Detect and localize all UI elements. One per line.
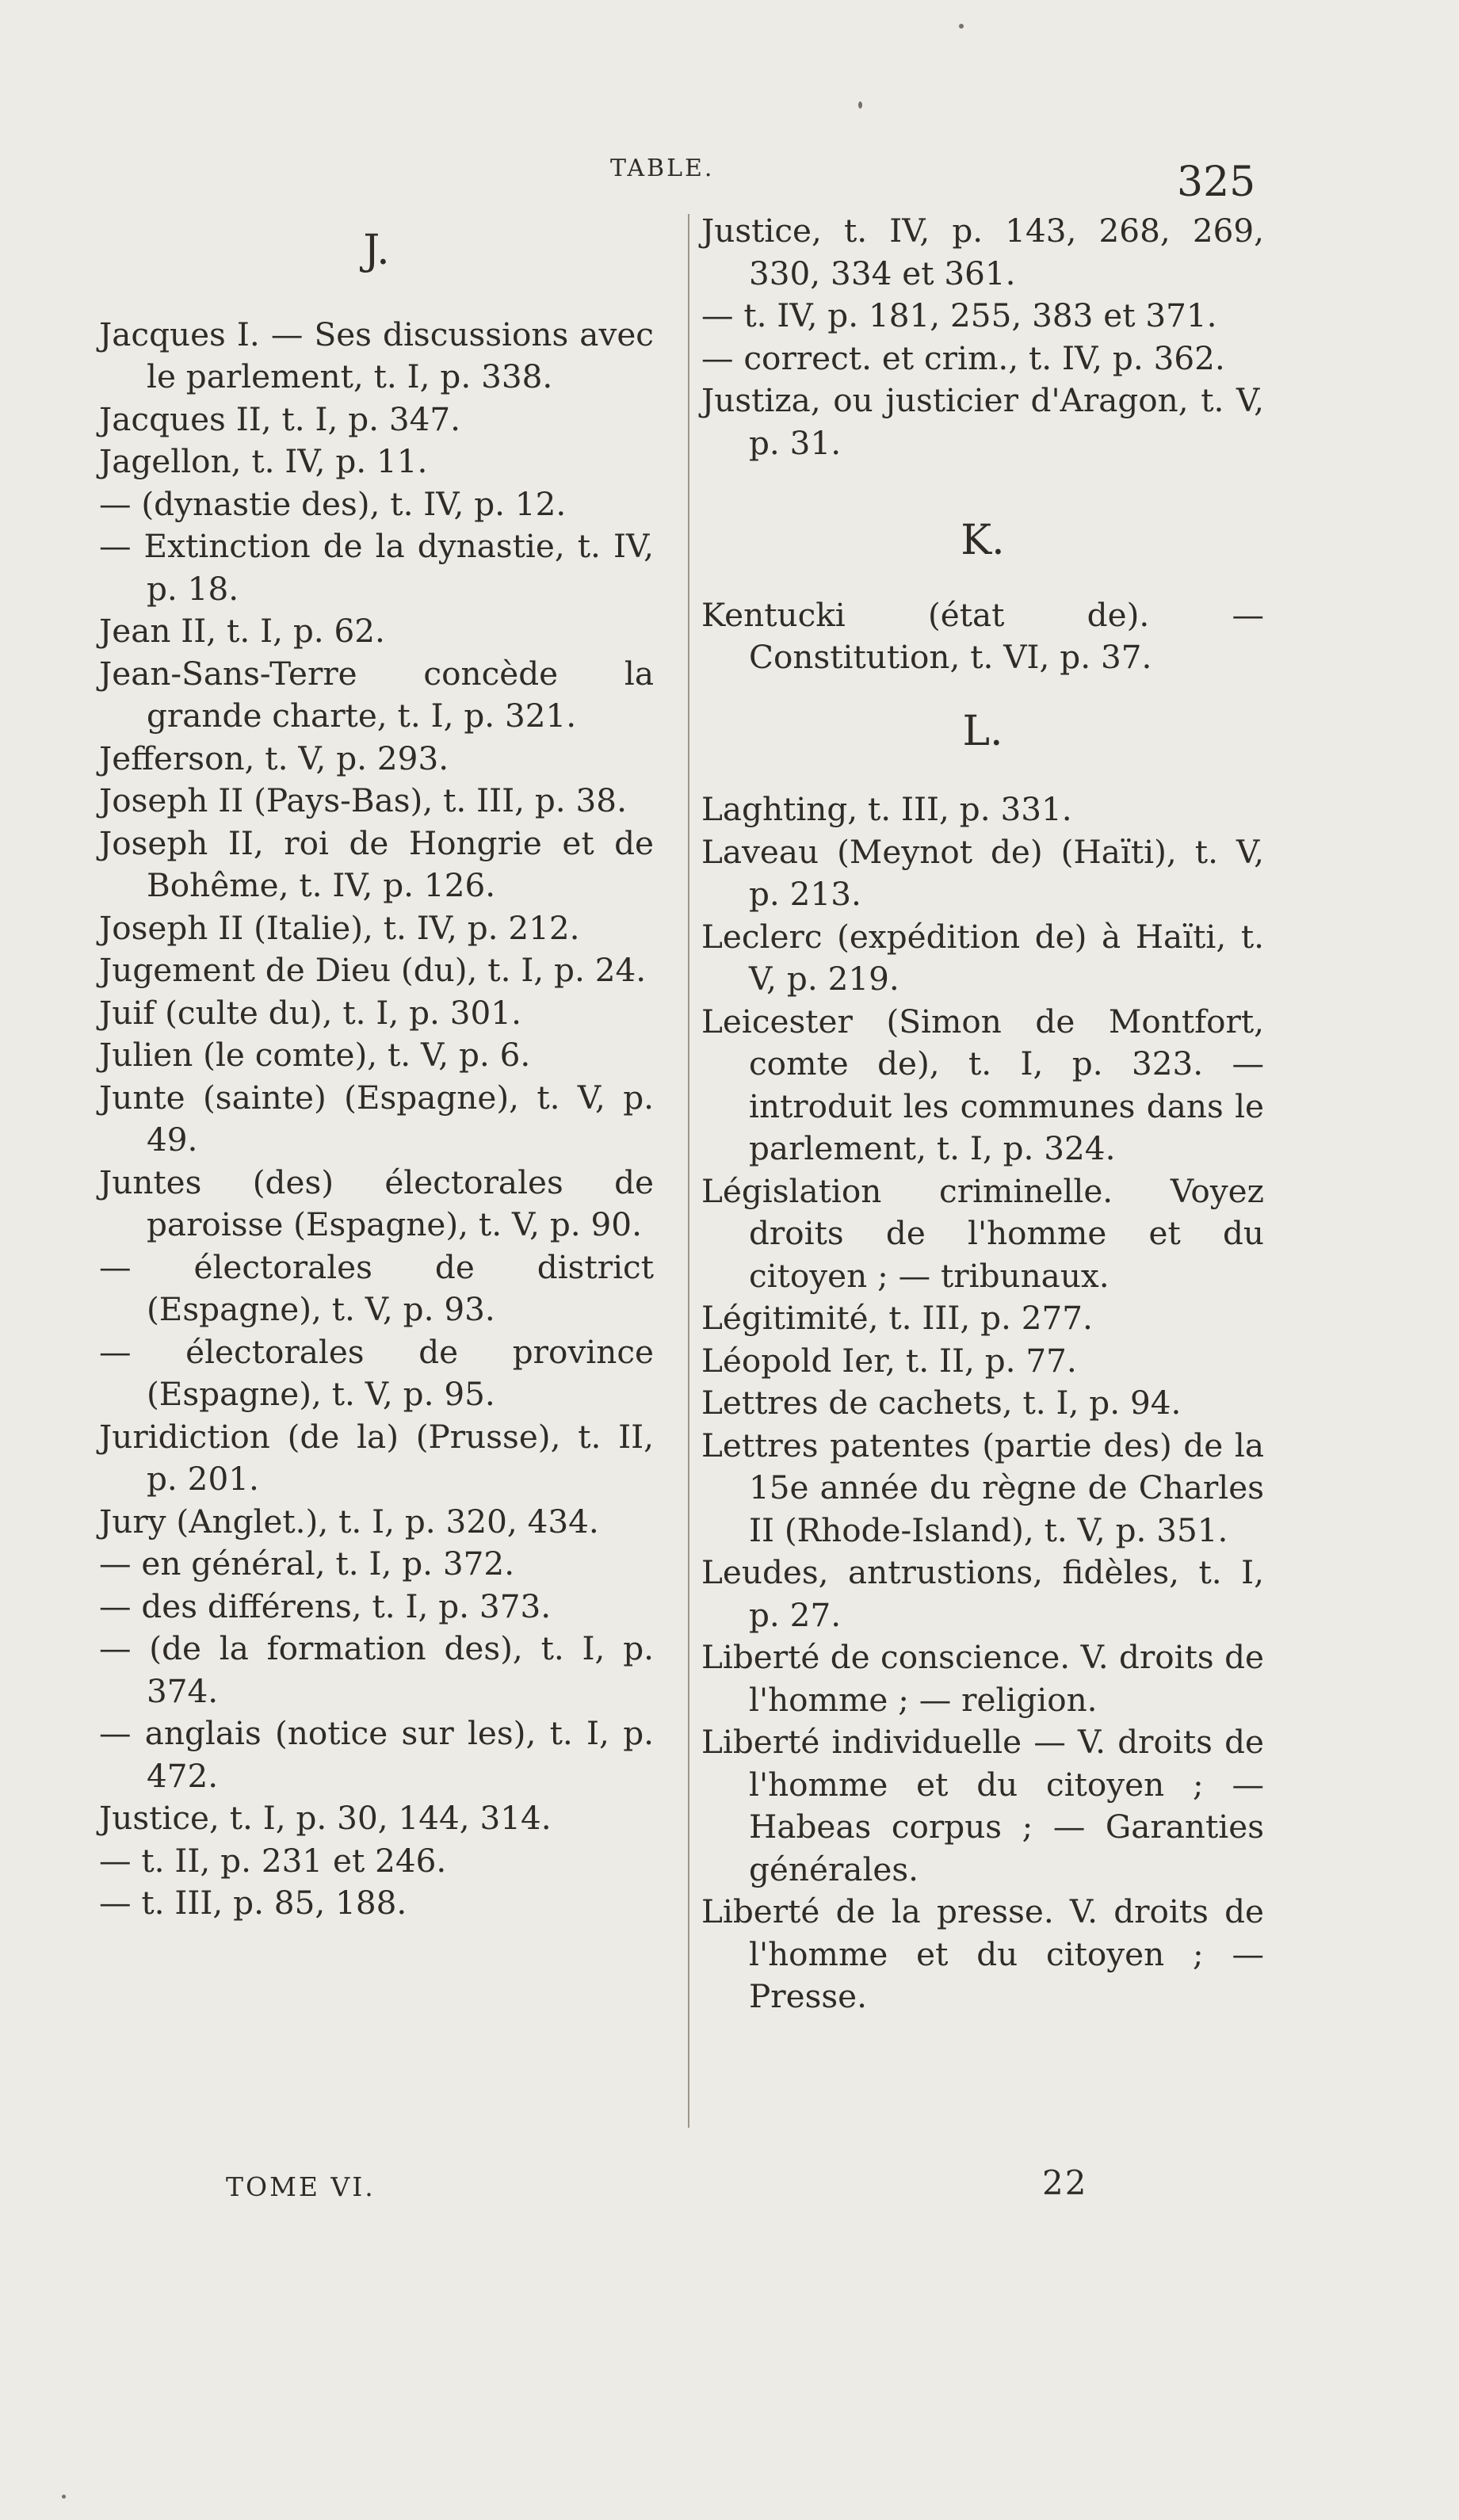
ink-speck: [959, 24, 964, 29]
index-entry: Justiza, ou justicier d'Aragon, t. V, p. 31.: [701, 381, 1264, 462]
column-divider: [688, 214, 689, 2128]
index-entry: Législation criminelle. Voyez droits de l'homme et du citoyen ; — tribunaux.: [701, 1171, 1264, 1295]
index-entry: Jean-Sans-Terre concède la grande charte, t. I, p. 321.: [99, 654, 654, 735]
index-entry: Légitimité, t. III, p. 277.: [701, 1299, 1093, 1337]
index-entry: Leclerc (expédition de) à Haïti, t. V, p. 219.: [701, 917, 1264, 998]
index-entry: Joseph II, roi de Hongrie et de Bohême, t. IV, p. 126.: [99, 823, 654, 904]
index-entry: Jacques I. — Ses discussions avec le parlement, t. I, p. 338.: [99, 315, 654, 395]
index-entry: — en général, t. I, p. 372.: [99, 1544, 515, 1583]
index-entry: — (de la formation des), t. I, p. 374.: [99, 1629, 654, 1710]
index-entry: — anglais (notice sur les), t. I, p. 472.: [99, 1714, 654, 1795]
index-entry: Justice, t. I, p. 30, 144, 314.: [99, 1799, 552, 1837]
index-entry: Jugement de Dieu (du), t. I, p. 24.: [99, 951, 647, 989]
section-letter-k: K.: [961, 517, 1005, 564]
index-entry: — (dynastie des), t. IV, p. 12.: [99, 484, 567, 523]
index-entry: — Extinction de la dynastie, t. IV, p. 18.: [99, 527, 654, 608]
index-entry: Junte (sainte) (Espagne), t. V, p. 49.: [99, 1078, 654, 1159]
index-column-left: [99, 210, 654, 1925]
index-entry: — électorales de province (Espagne), t. V, p. 95.: [99, 1332, 654, 1413]
section-letter-l: L.: [962, 707, 1003, 755]
index-entry: Kentucki (état de). — Constitution, t. VI, p. 37.: [701, 595, 1264, 676]
index-entry: — t. IV, p. 181, 255, 383 et 371.: [701, 296, 1217, 334]
index-entry: Jefferson, t. V, p. 293.: [99, 739, 449, 777]
entry-list-j-continued: [701, 210, 1264, 464]
ink-speck: [62, 2495, 66, 2499]
index-entry: Liberté individuelle — V. droits de l'homme et du citoyen ; — Habeas corpus ; — Garanties générales.: [701, 1723, 1264, 1888]
volume-label: TOME VI.: [226, 2171, 376, 2202]
index-entry: Jean II, t. I, p. 62.: [99, 612, 385, 650]
index-entry: Lettres patentes (partie des) de la 15e année du règne de Charles II (Rhode-Island), t. V, p. 351.: [701, 1426, 1264, 1549]
index-entry: Joseph II (Italie), t. IV, p. 212.: [99, 908, 580, 947]
index-entry: — électorales de district (Espagne), t. V, p. 93.: [99, 1247, 654, 1328]
entry-list-j: [99, 314, 654, 1925]
index-entry: — t. II, p. 231 et 246.: [99, 1841, 447, 1880]
page-number: 325: [1177, 158, 1256, 206]
index-entry: Lettres de cachets, t. I, p. 94.: [701, 1384, 1182, 1422]
index-entry: Laghting, t. III, p. 331.: [701, 790, 1072, 828]
signature-mark: 22: [1042, 2163, 1088, 2202]
index-entry: Juntes (des) électorales de paroisse (Espagne), t. V, p. 90.: [99, 1163, 654, 1243]
index-entry: — t. III, p. 85, 188.: [99, 1884, 407, 1922]
index-entry: Léopold Ier, t. II, p. 77.: [701, 1341, 1077, 1380]
index-entry: — des différens, t. I, p. 373.: [99, 1586, 552, 1625]
index-entry: Juridiction (de la) (Prusse), t. II, p. 201.: [99, 1417, 654, 1498]
index-entry: Liberté de la presse. V. droits de l'homme et du citoyen ; — Presse.: [701, 1892, 1264, 2015]
index-entry: Justice, t. IV, p. 143, 268, 269, 330, 334 et 361.: [701, 212, 1264, 292]
index-entry: Jury (Anglet.), t. I, p. 320, 434.: [99, 1502, 599, 1541]
index-entry: Leicester (Simon de Montfort, comte de), t. I, p. 323. — introduit les communes dans le parlement, t. I, p. 324.: [701, 1002, 1264, 1167]
section-letter-j: J.: [363, 227, 390, 274]
index-entry: — correct. et crim., t. IV, p. 362.: [701, 338, 1225, 377]
ink-speck: [858, 101, 862, 109]
index-entry: Jacques II, t. I, p. 347.: [99, 399, 461, 438]
running-title: TABLE.: [610, 155, 715, 182]
index-entry: Juif (culte du), t. I, p. 301.: [99, 993, 521, 1032]
entry-list-l: [701, 788, 1264, 2018]
index-entry: Jagellon, t. IV, p. 11.: [99, 442, 428, 480]
index-entry: Laveau (Meynot de) (Haïti), t. V, p. 213.: [701, 832, 1264, 913]
index-column-right: [701, 210, 1264, 2018]
index-entry: Leudes, antrustions, fidèles, t. I, p. 27.: [701, 1553, 1264, 1634]
index-entry: Joseph II (Pays-Bas), t. III, p. 38.: [99, 781, 627, 819]
index-entry: Liberté de conscience. V. droits de l'homme ; — religion.: [701, 1638, 1264, 1719]
entry-list-k: [701, 594, 1264, 679]
index-entry: Julien (le comte), t. V, p. 6.: [99, 1036, 531, 1074]
